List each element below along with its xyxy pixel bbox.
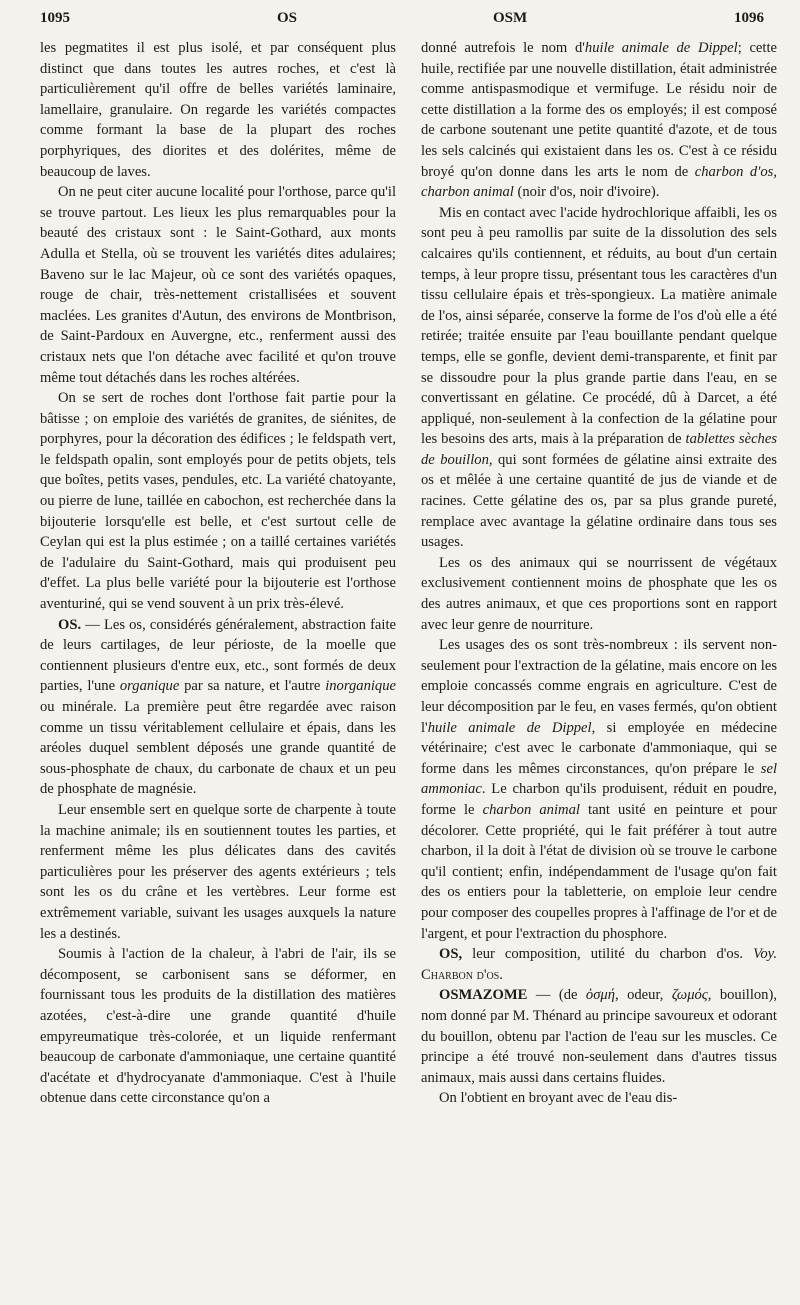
page-header [40, 6, 764, 32]
paragraph-obtient: On l'obtient en broyant avec de l'eau dis- [439, 1090, 678, 1107]
right-column [421, 38, 777, 1109]
right-running-head: OSM [493, 10, 528, 26]
cross-reference-link[interactable]: Charbon d'os. [421, 966, 503, 983]
paragraph-acide: Mis en contact avec l'acide hydrochlorique affaibli, les os sont peu à peu ramollis par suite de la dissolution des sels calcaires qu'ils contiennent, et réduits, au bout d'un certain temps, à leur propre tissu, présentant tous les caractères d'un tissu cellulaire épais et très-spongieux. La matière animale de l'os, ainsi séparée, conserve la forme de l'os d'où elle a été retirée; traitée ensuite par l'eau bouillante pendant quelque temps, elle se gonfle, devient demi-transparente, et finit par se dissoudre pour la plus grande partie dans l'eau, en se convertissant en gélatine. Ce procédé, dû à Darcet, a été appliqué, non-seulement à la confection de la gélatine pour les besoins des arts, mais à la préparation de tablettes sèches de bouillon, qui sont formées de gélatine ainsi extraite des os et mêlée à une certaine quantité de jus de viande et de racines. Cette gélatine des os, par sa plus grande pureté, remplace avec avantage la gélatine ordinaire dans tous ses usages. [421, 204, 777, 551]
left-running-head: OS [277, 10, 298, 26]
left-column [40, 38, 396, 1109]
entry-osmazome: OSMAZOME — (de ὀσμή, odeur, ζωμός, bouillon), nom donné par M. Thénard au principe savoureux et odorant du bouillon, obtenu par l'action de l'eau sur les muscles. Ce principe a été trouvé non-seulement dans d'autres tissus animaux, mais aussi dans certains fluides. [421, 987, 777, 1086]
paragraph-vegetaux: Les os des animaux qui se nourrissent de végétaux exclusivement contiennent moins de phosphate que les os des autres animaux, et que ces proportions sont en rapport avec leur genre de nourriture. [421, 554, 777, 633]
paragraph-pegmatites: les pegmatites il est plus isolé, et par conséquent plus distinct que dans toutes les autres roches, et c'est là particulièrement qu'il offre de belles variétés laminaire, lamellaire, granulaire. On regarde les variétés compactes comme formant la base de la plupart des roches porphyriques, des diorites et des dolérites, même de beaucoup de laves. [40, 40, 396, 180]
entry-headword-osmazome: OSMAZOME [439, 987, 528, 1004]
entry-os-composition: OS, leur composition, utilité du charbon d'os. Voy. Charbon d'os. [421, 946, 777, 983]
right-page-number: 1096 [734, 10, 764, 26]
entry-headword-os-2: OS, [439, 946, 463, 963]
entry-headword-os: OS. [58, 616, 82, 633]
paragraph-usages: Les usages des os sont très-nombreux : ils servent non-seulement pour l'extraction de la gélatine, mais encore on les emploie concassés comme engrais en agriculture. C'est de leur décomposition par le feu, en vases fermés, qu'on obtient l'huile animale de Dippel, si employée en médecine vétérinaire; c'est avec le carbonate d'ammoniaque, qui se forme dans les mêmes circonstances, qu'on prépare le sel ammoniac. Le charbon qu'ils produisent, réduit en poudre, forme le charbon animal tant usité en peinture et pour décolorer. Cette propriété, qui le fait préférer à tout autre charbon, il la doit à l'état de division où se trouve le carbone qu'il contient; enfin, indépendamment de l'usage qu'on fait des os entiers pour la tabletterie, on emploie leur cendre pour composer des coupelles propres à l'affinage de l'or et de l'argent, et pour l'extraction du phosphore. [421, 637, 778, 942]
paragraph-localities: On ne peut citer aucune localité pour l'orthose, parce qu'il se trouve partout. Les lieux les plus remarquables pour la beauté des cristaux sont : le Saint-Gothard, aux monts Adulla et Stella, où se trouvent les variétés dites adulaires; Baveno sur le lac Majeur, où ce sont des variétés opaques, rouge de chair, très-nettement cristallisées et souvent maclées. Les granites d'Autun, des environs de Montbrison, de Saint-Pardoux en Auvergne, etc., renferment aussi des cristaux nets que l'on détache avec facilité et qu'on trouve même tout détachés dans les roches altérées. [40, 184, 396, 386]
left-page-number: 1095 [40, 10, 70, 26]
paragraph-uses: On se sert de roches dont l'orthose fait partie pour la bâtisse ; on emploie des variétés de granites, de siénites, de porphyres, pour la décoration des édifices ; le feldspath vert, le feldspath opalin, sont employés pour de petits objets, tels que boîtes, petits vases, pendules, etc. La variété chatoyante, ou pierre de lune, taillée en cabochon, est recherchée dans la bijouterie lorsqu'elle est belle, et c'est surtout celle de Ceylan qui est la plus estimée ; on a taillé certaines variétés de l'adulaire du Saint-Gothard, mais qui produisent peu d'effet. La plus belle variété pour la bijouterie est l'orthose aventuriné, qui se vend souvent à un prix très-élevé. [40, 390, 396, 613]
entry-os: OS. — Les os, considérés généralement, abstraction faite de leurs cartilages, de leur périoste, de la moelle que contiennent plusieurs d'entre eux, etc., sont formés de deux parties, l'une organique par sa nature, et l'autre inorganique ou minérale. La première peut être regardée avec raison comme un tissu véritablement cellulaire et épais, dans les aréoles duquel semblent déposés une grande quantité de sous-phosphate de chaux, du carbonate de chaux et un peu de phosphate de magnésie. [40, 616, 396, 798]
paragraph-chaleur: Soumis à l'action de la chaleur, à l'abri de l'air, ils se décomposent, se carbonisent sans se déformer, en fournissant tous les produits de la distillation des matières azotées, c'est-à-dire une grande quantité d'huile empyreumatique très-colorée, et un liquide renfermant beaucoup de carbonate d'ammoniaque, une certaine quantité d'acétate et d'hydrocyanate d'ammoniaque. C'est à l'huile obtenue dans cette circonstance qu'on a [40, 946, 396, 1107]
paragraph-charpente: Leur ensemble sert en quelque sorte de charpente à toute la machine animale; ils en soutiennent toutes les parties, et renferment même les plus délicates dans des cavités particulières pour les préserver des agents extérieurs ; tels sont les os du crâne et les vertèbres. Leur forme est extrêmement variable, suivant les usages auxquels la nature les a destinés. [40, 801, 396, 942]
paragraph-dippel: donné autrefois le nom d'huile animale de Dippel; cette huile, rectifiée par une nouvelle distillation, était administrée comme antispasmodique et vermifuge. Le résidu noir de cette distillation a la forme des os employés; il est composé de carbone soutenant une petite quantité d'azote, et de tous les sels calcinés qui existaient dans les os. C'est à ce résidu broyé qu'on donne dans les arts le nom de charbon d'os, charbon animal (noir d'os, noir d'ivoire). [421, 40, 777, 201]
